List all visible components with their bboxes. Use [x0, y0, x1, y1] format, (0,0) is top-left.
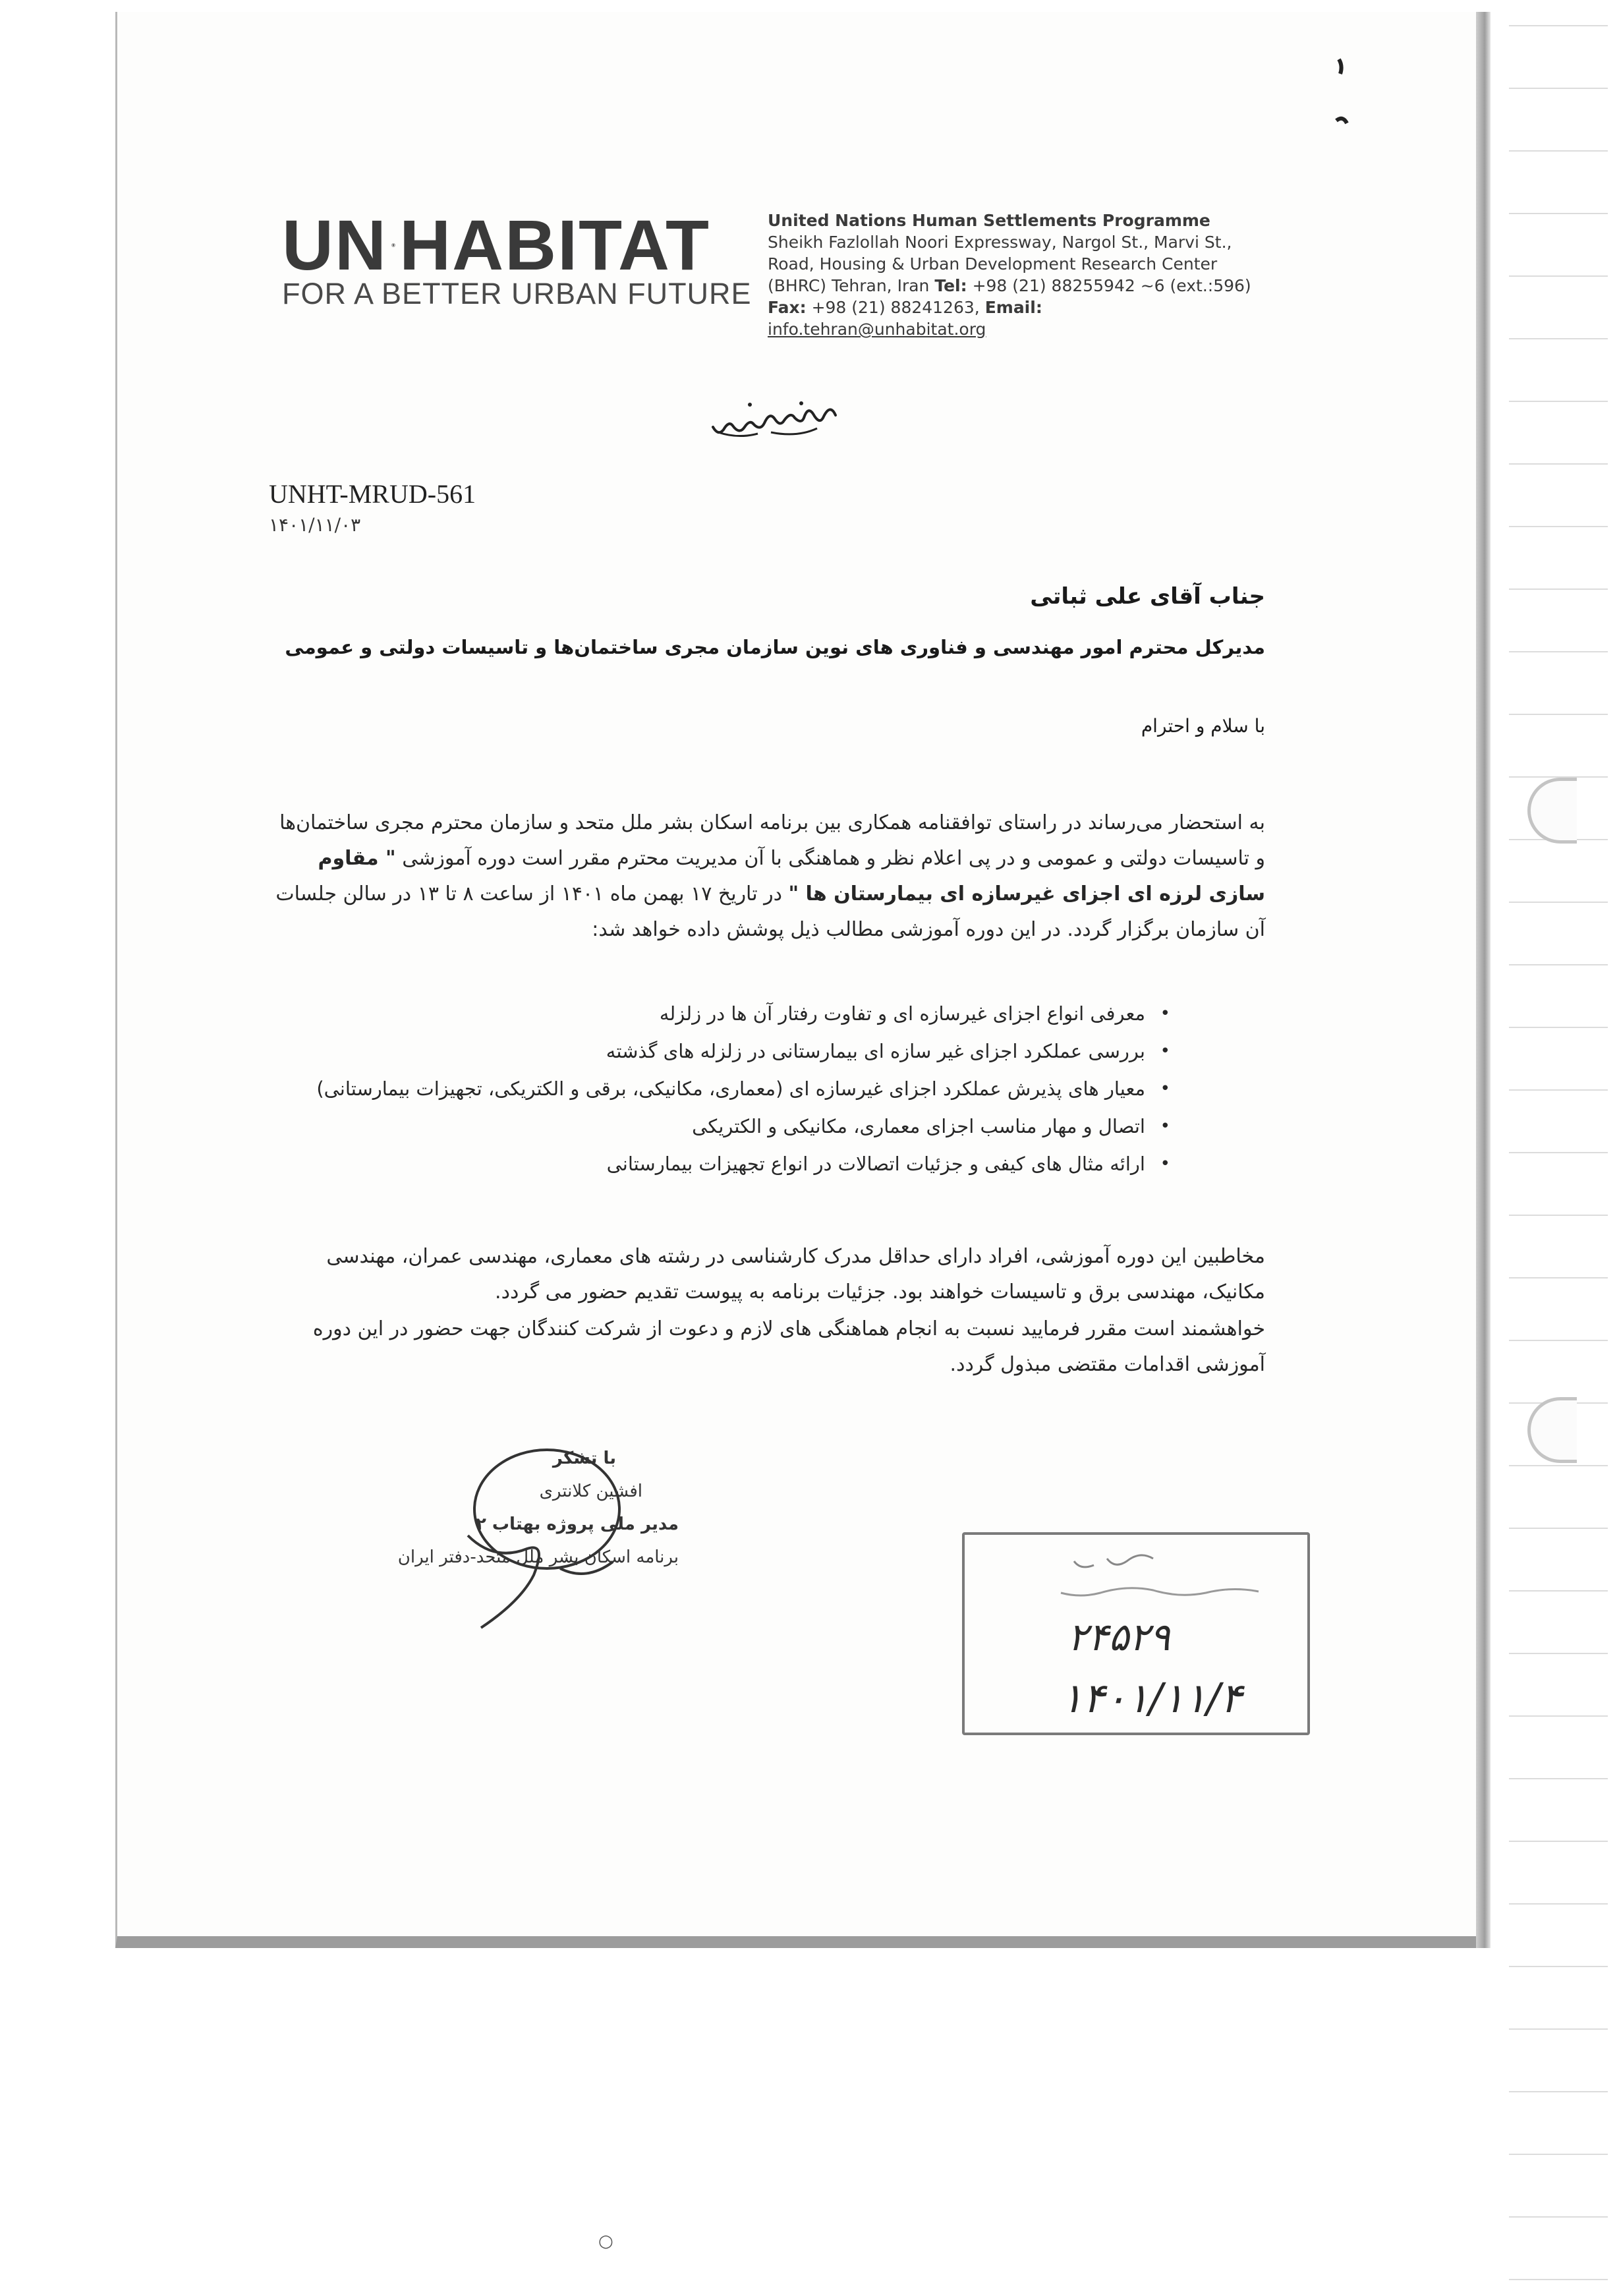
email-link[interactable]: info.tehran@unhabitat.org [768, 320, 986, 339]
signature-closing: با تشکر [552, 1449, 616, 1468]
list-item: • اتصال و مهار مناسب اجزای معماری، مکانیکی و الکتریکی [250, 1108, 1173, 1145]
bottom-mark: ○ [598, 2231, 613, 2251]
intro-paragraph [269, 805, 1265, 948]
list-item: • معرفی انواع اجزای غیرسازه ای و تفاوت رفتار آن ها در زلزله [250, 995, 1173, 1033]
org-name: United Nations Human Settlements Programme [768, 211, 1210, 230]
reference-date: ۱۴۰۱/۱۱/۰۳ [269, 514, 361, 536]
list-item: • بررسی عملکرد اجزای غیر سازه ای بیمارستانی در زلزله های گذشته [250, 1033, 1173, 1070]
un-habitat-logo [282, 205, 710, 285]
handwritten-programme-title [685, 395, 843, 448]
signature-role: مدیر ملی پروژه بهتاب ۲ [476, 1514, 679, 1534]
greeting: با سلام و احترام [1141, 715, 1265, 737]
logo-brand-2: HABITAT [399, 205, 710, 285]
corner-pen-marks [1324, 51, 1364, 137]
list-item: • معیار های پذیرش عملکرد اجزای غیرسازه ای (معماری، مکانیکی، برقی و الکتریکی، تجهیزات بیمارستانی) [250, 1070, 1173, 1108]
recipient-name: جناب آقای علی ثباتی [1030, 583, 1265, 610]
reference-number: UNHT-MRUD-561 [269, 479, 476, 509]
signature-block [369, 1442, 679, 1574]
scan-margin-noise [1509, 0, 1608, 2296]
recipient-title: مدیرکل محترم امور مهندسی و فناوری های نوین سازمان مجری ساختمان‌ها و تاسیسات دولتی و عمومی [285, 636, 1265, 658]
intro-text-2: در تاریخ ۱۷ بهمن ماه ۱۴۰۱ از ساعت ۸ تا ۱۳ در سالن جلسات آن سازمان برگزار گردد. در این دوره آموزشی مطالب ذیل پوشش داده خواهد شد: [275, 882, 1265, 941]
fax-label: Fax: [768, 298, 807, 317]
list-item: • ارائه مثال های کیفی و جزئیات اتصالات در انواع تجهیزات بیمارستانی [250, 1145, 1173, 1183]
request-paragraph: خواهشمند است مقرر فرمایید نسبت به انجام هماهنگی های لازم و دعوت از شرکت کنندگان جهت حضور در این دوره آموزشی اقدامات مقتضی مبذول گردد. [312, 1317, 1265, 1376]
un-emblem-icon [391, 218, 395, 272]
intro-text-1: به استحضار می‌رساند در راستای توافقنامه همکاری بین برنامه اسکان بشر ملل متحد و سازمان محترم مجری ساختمان‌ها و تاسیسات دولتی و عمومی و در پی اعلام نظر و هماهنگی با آن مدیریت محترم مقرر است دوره آموزشی [279, 811, 1265, 870]
address-text: Sheikh Fazlollah Noori Expressway, Nargol St., Marvi St., Road, Housing & Urban Development Research Center (BHRC) Tehran, Iran [768, 233, 1232, 295]
page-edge-shadow [1476, 12, 1491, 1948]
signature-office: برنامه اسکان بشر ملل متحد-دفتر ایران [397, 1547, 679, 1567]
stamp-faded-text [982, 1545, 1285, 1611]
signature-name: افشین کلانتری [539, 1481, 642, 1501]
logo-tagline: FOR A BETTER URBAN FUTURE [282, 277, 752, 310]
logo-brand: UN [282, 205, 387, 285]
tel-value: +98 (21) 88255942 ~6 (ext.:596) [972, 276, 1251, 295]
topics-list [250, 995, 1173, 1183]
stamp-date: ۱۴۰۱/۱۱/۴ [1061, 1674, 1242, 1722]
fax-value: +98 (21) 88241263, [811, 298, 980, 317]
stamp-number: ۲۴۵۲۹ [1067, 1615, 1170, 1659]
email-label: Email: [984, 298, 1042, 317]
address-block [768, 210, 1268, 340]
audience-paragraph: مخاطبین این دوره آموزشی، افراد دارای حداقل مدرک کارشناسی در رشته های معماری، مهندسی عمران، مهندسی مکانیک، مهندسی برق و تاسیسات خواهند بود. جزئیات برنامه به پیوست تقدیم حضور می گردد. [326, 1245, 1265, 1304]
course-title: " مقاوم سازی لرزه ای اجزای غیرسازه ای بیمارستان ها " [318, 847, 1265, 905]
tel-label: Tel: [934, 276, 967, 295]
